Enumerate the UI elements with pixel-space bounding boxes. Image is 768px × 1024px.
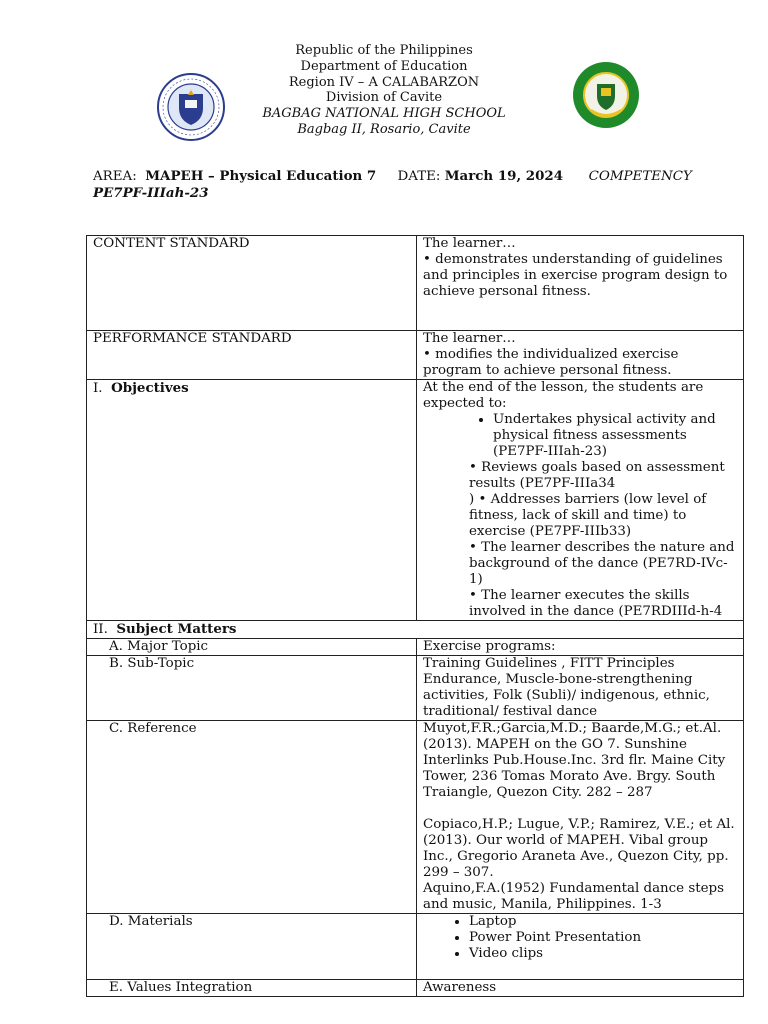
content-standard-intro: The learner… [423, 236, 516, 251]
area-value: MAPEH – Physical Education 7 [145, 168, 377, 184]
reference-cell [417, 721, 744, 914]
materials-label: D. Materials [87, 914, 417, 980]
major-topic-value: Exercise programs: [417, 639, 744, 656]
objectives-cell [417, 380, 744, 621]
objective-item: ) • Addresses barriers (low level of fitness, lack of skill and time) to exercise (PE7PF-IIIb33) [469, 492, 707, 539]
objectives-label-cell [87, 380, 417, 621]
reference-item: Copiaco,H.P.; Lugue, V.P.; Ramirez, V.E.; et Al. (2013). Our world of MAPEH. Vibal group Inc., Gregorio Araneta Ave., Quezon City, pp. 299 – 307. [423, 817, 735, 880]
values-value: Awareness [417, 980, 744, 997]
header-line-3: Region IV – A CALABARZON [288, 74, 480, 90]
sub-topic-row [87, 656, 744, 721]
content-standard-cell [417, 236, 744, 331]
reference-label: C. Reference [87, 721, 417, 914]
materials-cell [417, 914, 744, 980]
subject-matters-label: Subject Matters [116, 621, 237, 637]
subject-matters-row [87, 621, 744, 639]
materials-row [87, 914, 744, 980]
values-row [87, 980, 744, 997]
objective-item: • The learner executes the skills involved in the dance (PE7RDIIId-h-4 [469, 588, 723, 619]
area-label: AREA: [93, 169, 137, 184]
objectives-intro: At the end of the lesson, the students are expected to: [423, 380, 704, 411]
header-school-name: BAGBAG NATIONAL HIGH SCHOOL [262, 106, 506, 122]
sub-topic-value: Training Guidelines , FITT Principles Endurance, Muscle-bone-strengthening activities, Folk (Subli)/ indigenous, ethnic, traditional/ festival dance [417, 656, 744, 721]
reference-row [87, 721, 744, 914]
reference-item: Muyot,F.R.;Garcia,M.D.; Baarde,M.G.; et.Al. (2013). MAPEH on the GO 7. Sunshine Interlinks Pub.House.Inc. 3rd flr. Maine City Tower, 236 Tomas Morato Ave. Brgy. South Traiangle, Quezon City. 282 – 287 [423, 721, 726, 800]
performance-standard-text: • modifies the individualized exercise program to achieve personal fitness. [423, 347, 679, 378]
major-topic-row [87, 639, 744, 656]
objective-item: • The learner describes the nature and background of the dance (PE7RD-IVc- 1) [469, 540, 735, 587]
major-topic-label: A. Major Topic [87, 639, 417, 656]
performance-standard-label: PERFORMANCE STANDARD [87, 331, 417, 380]
content-standard-text: • demonstrates understanding of guidelines and principles in exercise program design to achieve personal fitness. [423, 252, 728, 299]
date-label: DATE: [397, 169, 441, 184]
school-header [0, 43, 768, 138]
material-item: • Video clips [469, 946, 737, 962]
subject-matters-cell [87, 621, 744, 639]
materials-list [423, 914, 737, 962]
content-standard-row [87, 236, 744, 331]
sub-topic-label: B. Sub-Topic [87, 656, 417, 721]
performance-standard-row [87, 331, 744, 380]
header-line-2: Department of Education [300, 58, 468, 74]
subject-number: II. [93, 622, 108, 637]
competency-label: COMPETENCY [588, 169, 692, 184]
reference-item: Aquino,F.A.(1952) Fundamental dance steps and music, Manila, Philippines. 1-3 [423, 881, 724, 912]
performance-standard-intro: The learner… [423, 331, 516, 346]
header-line-4: Division of Cavite [325, 90, 443, 106]
objectives-row [87, 380, 744, 621]
lesson-info [93, 168, 733, 202]
objectives-list [423, 412, 737, 460]
lesson-plan-table [86, 235, 744, 997]
school-logo-icon [571, 60, 641, 130]
content-standard-label: CONTENT STANDARD [87, 236, 417, 331]
material-item: • Laptop [469, 914, 737, 930]
objective-item: • Undertakes physical activity and physical fitness assessments (PE7PF-IIIah-23) [493, 412, 737, 460]
values-label: E. Values Integration [87, 980, 417, 997]
deped-seal-icon [156, 72, 226, 142]
competency-code: PE7PF-IIIah-23 [93, 185, 209, 201]
objectives-number: I. [93, 381, 103, 396]
objectives-label: Objectives [111, 380, 189, 396]
material-item: • Power Point Presentation [469, 930, 737, 946]
header-line-1: Republic of the Philippines [295, 43, 473, 58]
objective-item: • Reviews goals based on assessment results (PE7PF-IIIa34 [469, 460, 725, 491]
performance-standard-cell [417, 331, 744, 380]
header-address: Bagbag II, Rosario, Cavite [297, 121, 471, 137]
date-value: March 19, 2024 [444, 168, 564, 184]
